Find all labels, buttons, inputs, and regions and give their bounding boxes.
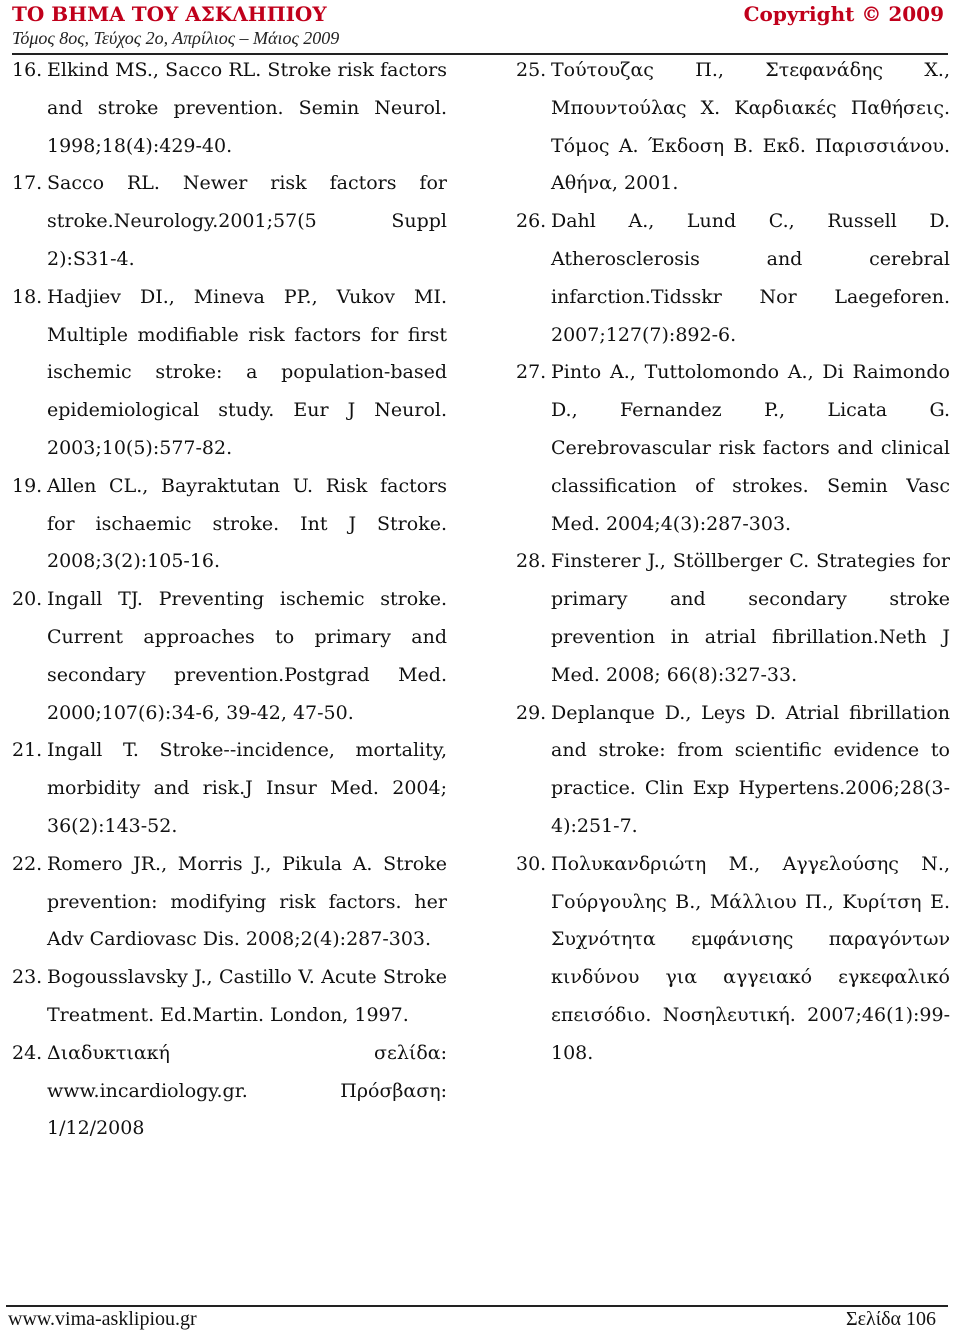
reference-item xyxy=(12,468,447,581)
reference-item xyxy=(516,203,950,354)
reference-text: Finsterer J., Stöllberger C. Strategies for primary and secondary stroke prevention in atrial fibrillation.Neth J Med. 2008; 66(8):327-33. xyxy=(551,550,950,686)
reference-number: 21. xyxy=(12,739,43,762)
journal-title: ΤΟ ΒΗΜΑ ΤΟΥ ΑΣΚΛΗΠΙΟΥ xyxy=(12,2,327,26)
reference-number: 22. xyxy=(12,852,43,875)
reference-number: 30. xyxy=(516,852,547,875)
references-left-column xyxy=(12,52,447,1148)
page-header xyxy=(12,0,948,56)
footer-divider xyxy=(6,1305,948,1307)
reference-item xyxy=(516,354,950,543)
reference-number: 18. xyxy=(12,285,43,308)
reference-number: 26. xyxy=(516,210,547,233)
reference-number: 24. xyxy=(12,1041,43,1064)
reference-text: Πολυκανδριώτη Μ., Αγγελούσης Ν., Γούργουλης Β., Μάλλιου Π., Κυρίτση Ε. Συχνότητα εμφάνισης παραγόντων κινδύνου για αγγειακό εγκεφαλικό επεισόδιο. Νοσηλευτική. 2007;46(1):99-108. xyxy=(551,852,950,1064)
footer-website-link[interactable]: www.vima-asklipiou.gr xyxy=(8,1308,197,1330)
reference-text: Romero JR., Morris J., Pikula A. Stroke prevention: modifying risk factors. her Adv Cardiovasc Dis. 2008;2(4):287-303. xyxy=(47,852,447,951)
reference-text: Pinto A., Tuttolomondo A., Di Raimondo D., Fernandez P., Licata G. Cerebrovascular risk factors and clinical classification of strokes. Semin Vasc Med. 2004;4(3):287-303. xyxy=(551,361,950,535)
reference-number: 23. xyxy=(12,966,43,989)
reference-text: Elkind MS., Sacco RL. Stroke risk factors and stroke prevention. Semin Neurol. 1998;18(4):429-40. xyxy=(47,59,447,157)
reference-item xyxy=(12,732,447,845)
reference-number: 29. xyxy=(516,701,547,724)
reference-item xyxy=(12,165,447,278)
reference-text: Hadjiev DI., Mineva PP., Vukov MI. Multiple modifiable risk factors for first ischemic stroke: a population-based epidemiological study. Eur J Neurol. 2003;10(5):577-82. xyxy=(47,285,447,459)
reference-number: 16. xyxy=(12,59,43,81)
journal-issue-line: Τόμος 8ος, Τεύχος 2ο, Απρίλιος – Μάιος 2009 xyxy=(12,28,340,48)
reference-text: Dahl A., Lund C., Russell D. Atherosclerosis and cerebral infarction.Tidsskr Nor Laegeforen. 2007;127(7):892-6. xyxy=(551,210,950,346)
copyright-notice: Copyright © 2009 xyxy=(743,2,944,26)
page-number: Σελίδα 106 xyxy=(845,1308,936,1330)
reference-item xyxy=(12,279,447,468)
reference-item xyxy=(516,695,950,846)
reference-text: Allen CL., Bayraktutan U. Risk factors for ischaemic stroke. Int J Stroke. 2008;3(2):105-16. xyxy=(47,474,447,573)
reference-item xyxy=(516,543,950,694)
reference-item xyxy=(12,959,447,1035)
reference-text: Διαδυκτιακή σελίδα: www.incardiology.gr. Πρόσβαση: 1/12/2008 xyxy=(47,1041,447,1140)
references-right-column xyxy=(516,52,950,1073)
reference-number: 28. xyxy=(516,550,547,573)
reference-number: 17. xyxy=(12,172,43,195)
reference-item xyxy=(12,1035,447,1148)
reference-text: Deplanque D., Leys D. Atrial fibrillation and stroke: from scientific evidence to practice. Clin Exp Hypertens.2006;28(3-4):251-7. xyxy=(551,701,950,837)
reference-number: 25. xyxy=(516,59,547,81)
reference-item xyxy=(516,846,950,1073)
reference-text: Ingall T. Stroke--incidence, mortality, morbidity and risk.J Insur Med. 2004; 36(2):143-52. xyxy=(47,739,447,837)
reference-text: Ingall TJ. Preventing ischemic stroke. Current approaches to primary and secondary prevention.Postgrad Med. 2000;107(6):34-6, 39-42, 47-50. xyxy=(47,588,447,724)
reference-text: Bogousslavsky J., Castillo V. Acute Stroke Treatment. Ed.Martin. London, 1997. xyxy=(47,966,447,1026)
reference-text: Sacco RL. Newer risk factors for stroke.Neurology.2001;57(5 Suppl 2):S31-4. xyxy=(47,172,447,270)
reference-item xyxy=(516,52,950,203)
reference-item xyxy=(12,846,447,959)
reference-item xyxy=(12,581,447,732)
reference-item xyxy=(12,52,447,165)
reference-number: 27. xyxy=(516,361,547,384)
reference-number: 19. xyxy=(12,474,43,497)
reference-text: Τούτουζας Π., Στεφανάδης Χ., Μπουντούλας Χ. Καρδιακές Παθήσεις. Τόμος Α. Έκδοση Β. Εκδ. Παρισσιάνου. Αθήνα, 2001. xyxy=(551,59,950,195)
reference-number: 20. xyxy=(12,588,43,611)
